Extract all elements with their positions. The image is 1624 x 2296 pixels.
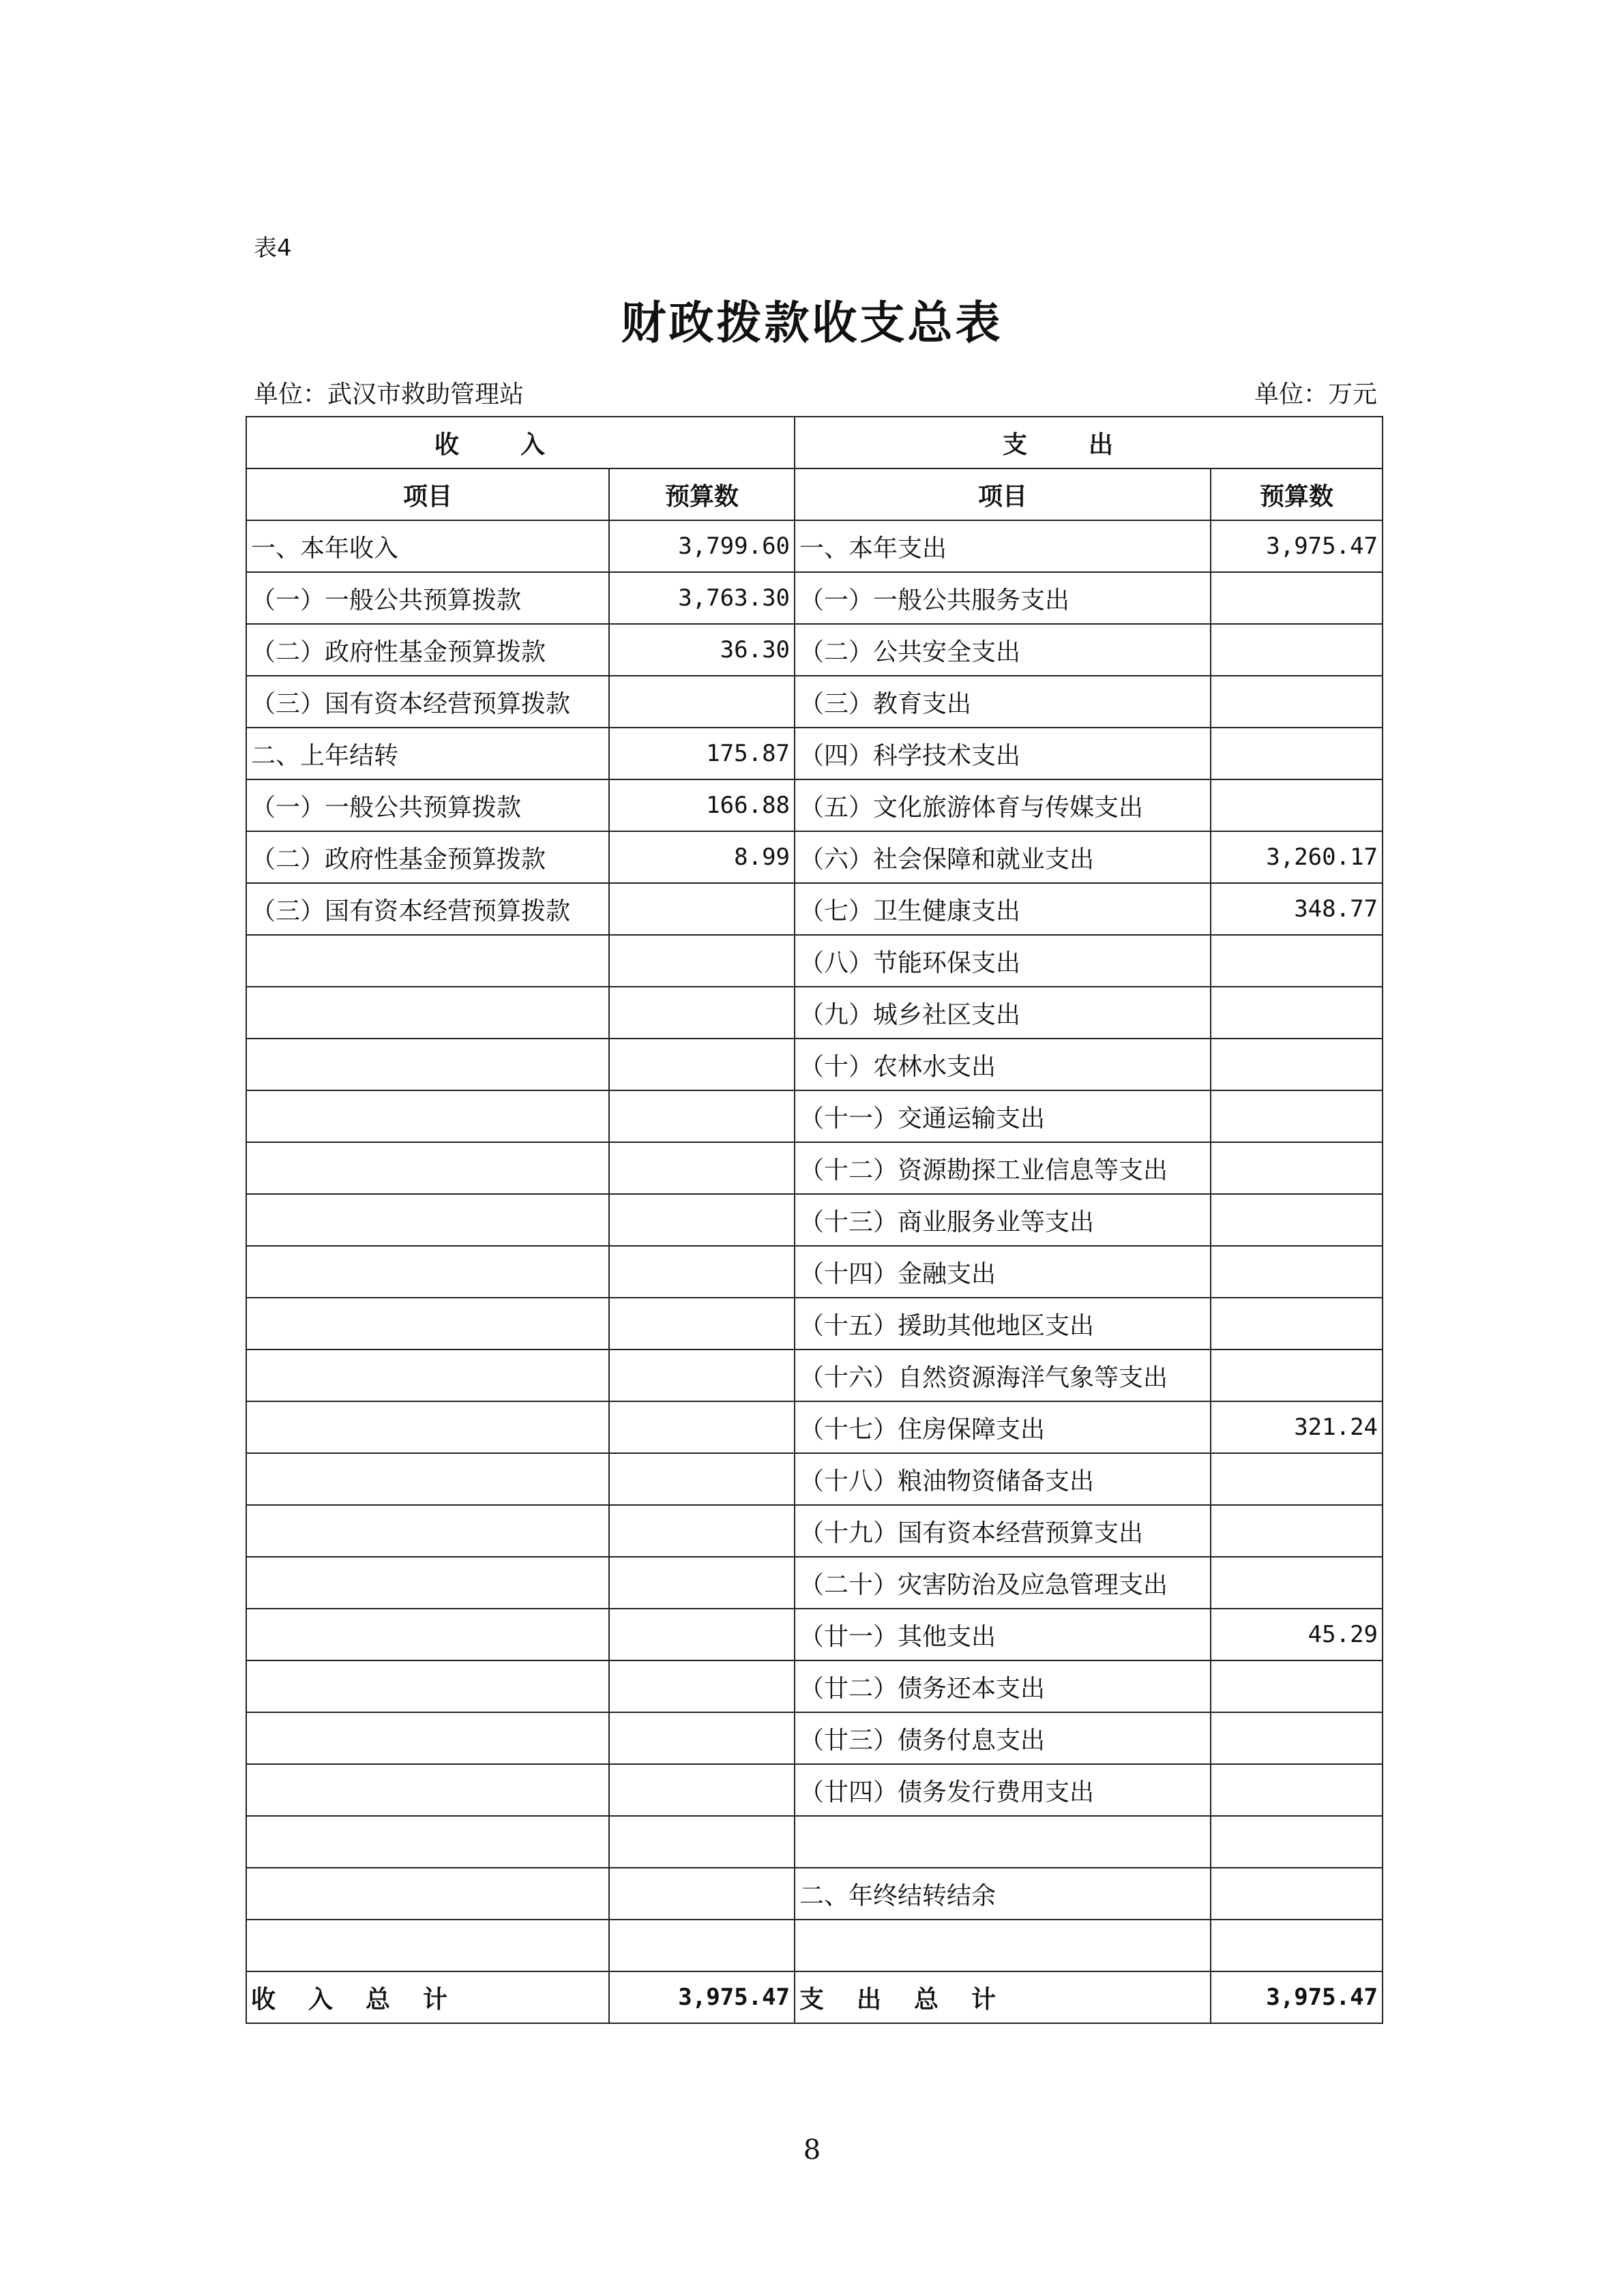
table-row xyxy=(246,1039,1383,1090)
expense-item-cell: （十）农林水支出 xyxy=(795,1039,1211,1090)
unit-organization: 单位：武汉市救助管理站 xyxy=(254,381,525,408)
income-amount-cell xyxy=(609,1660,795,1712)
expense-amount-cell xyxy=(1211,1350,1383,1401)
expense-amount-cell: 348.77 xyxy=(1211,883,1383,935)
page-title: 财政拨款收支总表 xyxy=(621,296,1003,349)
income-item-cell xyxy=(246,987,609,1039)
income-item-cell xyxy=(246,1350,609,1401)
table-row xyxy=(246,1401,1383,1453)
table-row xyxy=(246,987,1383,1039)
table-row xyxy=(246,1712,1383,1764)
income-amount-cell xyxy=(609,1712,795,1764)
income-section-header: 收入 xyxy=(246,417,795,468)
income-amount-cell xyxy=(609,1298,795,1350)
expense-item-cell: （九）城乡社区支出 xyxy=(795,987,1211,1039)
expense-amount-cell xyxy=(1211,1298,1383,1350)
income-item-cell xyxy=(246,1039,609,1090)
expense-amount-cell xyxy=(1211,935,1383,987)
income-amount-cell xyxy=(609,1039,795,1090)
expense-amount-cell xyxy=(1211,624,1383,676)
expense-amount-cell xyxy=(1211,1816,1383,1868)
income-item-cell xyxy=(246,1816,609,1868)
income-amount-cell xyxy=(609,1505,795,1557)
income-amount-cell: 175.87 xyxy=(609,728,795,779)
expense-amount-cell xyxy=(1211,1039,1383,1090)
table-row xyxy=(246,1609,1383,1660)
expense-item-cell: （十一）交通运输支出 xyxy=(795,1090,1211,1142)
expense-amount-cell: 3,260.17 xyxy=(1211,831,1383,883)
income-amount-cell xyxy=(609,1816,795,1868)
income-amount-cell xyxy=(609,1401,795,1453)
expense-amount-cell xyxy=(1211,779,1383,831)
income-amount-cell xyxy=(609,1246,795,1298)
expense-amount-cell xyxy=(1211,1453,1383,1505)
expense-item-cell: 二、年终结转结余 xyxy=(795,1868,1211,1920)
table-row xyxy=(246,1557,1383,1609)
table-row xyxy=(246,1246,1383,1298)
expense-amount-cell xyxy=(1211,728,1383,779)
expense-amount-cell: 45.29 xyxy=(1211,1609,1383,1660)
table-body xyxy=(246,520,1383,1971)
expense-item-cell: （一）一般公共服务支出 xyxy=(795,572,1211,624)
income-item-cell: 一、本年收入 xyxy=(246,520,609,572)
income-item-cell xyxy=(246,1868,609,1920)
table-row xyxy=(246,1298,1383,1350)
expense-item-cell xyxy=(795,1920,1211,1971)
income-item-cell xyxy=(246,1194,609,1246)
expense-budget-header: 预算数 xyxy=(1211,468,1383,520)
income-amount-cell: 3,763.30 xyxy=(609,572,795,624)
income-amount-cell xyxy=(609,1090,795,1142)
expense-item-cell: （十九）国有资本经营预算支出 xyxy=(795,1505,1211,1557)
income-item-cell: 二、上年结转 xyxy=(246,728,609,779)
table-row xyxy=(246,831,1383,883)
table-row xyxy=(246,728,1383,779)
expense-item-cell: （十七）住房保障支出 xyxy=(795,1401,1211,1453)
income-item-cell xyxy=(246,1557,609,1609)
table-row xyxy=(246,676,1383,728)
expense-item-header: 项目 xyxy=(795,468,1211,520)
income-item-cell xyxy=(246,1505,609,1557)
expense-item-cell: （五）文化旅游体育与传媒支出 xyxy=(795,779,1211,831)
income-amount-cell xyxy=(609,987,795,1039)
income-item-cell xyxy=(246,935,609,987)
expense-amount-cell xyxy=(1211,572,1383,624)
expense-amount-cell xyxy=(1211,1712,1383,1764)
income-item-cell xyxy=(246,1090,609,1142)
expense-item-cell: （十六）自然资源海洋气象等支出 xyxy=(795,1350,1211,1401)
expense-item-cell: （六）社会保障和就业支出 xyxy=(795,831,1211,883)
expense-item-cell: （十四）金融支出 xyxy=(795,1246,1211,1298)
income-item-cell: （二）政府性基金预算拨款 xyxy=(246,624,609,676)
expense-item-cell: （廿一）其他支出 xyxy=(795,1609,1211,1660)
expense-item-cell: （十八）粮油物资储备支出 xyxy=(795,1453,1211,1505)
expense-item-cell: （二十）灾害防治及应急管理支出 xyxy=(795,1557,1211,1609)
expense-amount-cell xyxy=(1211,1920,1383,1971)
table-row xyxy=(246,1816,1383,1868)
table-row xyxy=(246,1660,1383,1712)
income-item-cell xyxy=(246,1660,609,1712)
expense-amount-cell: 321.24 xyxy=(1211,1401,1383,1453)
expense-item-cell xyxy=(795,1816,1211,1868)
income-amount-cell xyxy=(609,1194,795,1246)
income-amount-cell: 36.30 xyxy=(609,624,795,676)
column-header-row xyxy=(246,468,1383,520)
table-row xyxy=(246,1868,1383,1920)
expense-item-cell: （廿三）债务付息支出 xyxy=(795,1712,1211,1764)
income-item-cell: （三）国有资本经营预算拨款 xyxy=(246,883,609,935)
expense-amount-cell xyxy=(1211,1194,1383,1246)
table-row xyxy=(246,520,1383,572)
expense-total-amount: 3,975.47 xyxy=(1211,1971,1383,2023)
income-item-cell xyxy=(246,1764,609,1816)
income-amount-cell xyxy=(609,1868,795,1920)
table-row xyxy=(246,1194,1383,1246)
income-amount-cell xyxy=(609,1557,795,1609)
expense-item-cell: （四）科学技术支出 xyxy=(795,728,1211,779)
expense-section-header: 支出 xyxy=(795,417,1383,468)
income-item-cell xyxy=(246,1920,609,1971)
income-item-cell xyxy=(246,1609,609,1660)
expense-item-cell: （十五）援助其他地区支出 xyxy=(795,1298,1211,1350)
budget-table xyxy=(246,416,1383,2024)
income-amount-cell xyxy=(609,1764,795,1816)
expense-amount-cell xyxy=(1211,1142,1383,1194)
income-amount-cell xyxy=(609,1609,795,1660)
income-amount-cell xyxy=(609,883,795,935)
expense-total-label: 支出总计 xyxy=(795,1971,1211,2023)
expense-item-cell: （廿四）债务发行费用支出 xyxy=(795,1764,1211,1816)
income-item-header: 项目 xyxy=(246,468,609,520)
expense-amount-cell xyxy=(1211,1660,1383,1712)
total-row xyxy=(246,1971,1383,2023)
income-item-cell xyxy=(246,1401,609,1453)
expense-amount-cell xyxy=(1211,1764,1383,1816)
table-row xyxy=(246,935,1383,987)
expense-amount-cell xyxy=(1211,1246,1383,1298)
income-item-cell: （三）国有资本经营预算拨款 xyxy=(246,676,609,728)
income-amount-cell xyxy=(609,1142,795,1194)
table-row xyxy=(246,1090,1383,1142)
table-row xyxy=(246,572,1383,624)
table-row xyxy=(246,1764,1383,1816)
expense-item-cell: （二）公共安全支出 xyxy=(795,624,1211,676)
expense-item-cell: （十三）商业服务业等支出 xyxy=(795,1194,1211,1246)
income-item-cell xyxy=(246,1453,609,1505)
income-total-label: 收入总计 xyxy=(246,1971,609,2023)
table-row xyxy=(246,1350,1383,1401)
income-amount-cell: 8.99 xyxy=(609,831,795,883)
expense-item-cell: （十二）资源勘探工业信息等支出 xyxy=(795,1142,1211,1194)
expense-amount-cell xyxy=(1211,676,1383,728)
expense-item-cell: （七）卫生健康支出 xyxy=(795,883,1211,935)
income-total-amount: 3,975.47 xyxy=(609,1971,795,2023)
expense-item-cell: （三）教育支出 xyxy=(795,676,1211,728)
table-row xyxy=(246,1920,1383,1971)
expense-amount-cell: 3,975.47 xyxy=(1211,520,1383,572)
expense-amount-cell xyxy=(1211,1557,1383,1609)
income-item-cell: （一）一般公共预算拨款 xyxy=(246,779,609,831)
expense-amount-cell xyxy=(1211,1090,1383,1142)
income-item-cell xyxy=(246,1712,609,1764)
table-row xyxy=(246,624,1383,676)
income-item-cell xyxy=(246,1142,609,1194)
income-amount-cell: 166.88 xyxy=(609,779,795,831)
income-amount-cell xyxy=(609,1453,795,1505)
income-item-cell xyxy=(246,1246,609,1298)
table-row xyxy=(246,1142,1383,1194)
income-amount-cell xyxy=(609,676,795,728)
expense-amount-cell xyxy=(1211,1868,1383,1920)
unit-currency: 单位：万元 xyxy=(1254,381,1377,408)
income-budget-header: 预算数 xyxy=(609,468,795,520)
income-item-cell: （一）一般公共预算拨款 xyxy=(246,572,609,624)
income-item-cell xyxy=(246,1298,609,1350)
page-number: 8 xyxy=(803,2134,821,2166)
income-amount-cell xyxy=(609,935,795,987)
expense-item-cell: （廿二）债务还本支出 xyxy=(795,1660,1211,1712)
income-amount-cell xyxy=(609,1350,795,1401)
income-amount-cell xyxy=(609,1920,795,1971)
table-row xyxy=(246,1453,1383,1505)
table-row xyxy=(246,1505,1383,1557)
income-item-cell: （二）政府性基金预算拨款 xyxy=(246,831,609,883)
section-header-row xyxy=(246,417,1383,468)
income-amount-cell: 3,799.60 xyxy=(609,520,795,572)
expense-item-cell: 一、本年支出 xyxy=(795,520,1211,572)
expense-amount-cell xyxy=(1211,1505,1383,1557)
expense-item-cell: （八）节能环保支出 xyxy=(795,935,1211,987)
table-label: 表4 xyxy=(254,235,292,262)
expense-amount-cell xyxy=(1211,987,1383,1039)
table-row xyxy=(246,883,1383,935)
table-row xyxy=(246,779,1383,831)
